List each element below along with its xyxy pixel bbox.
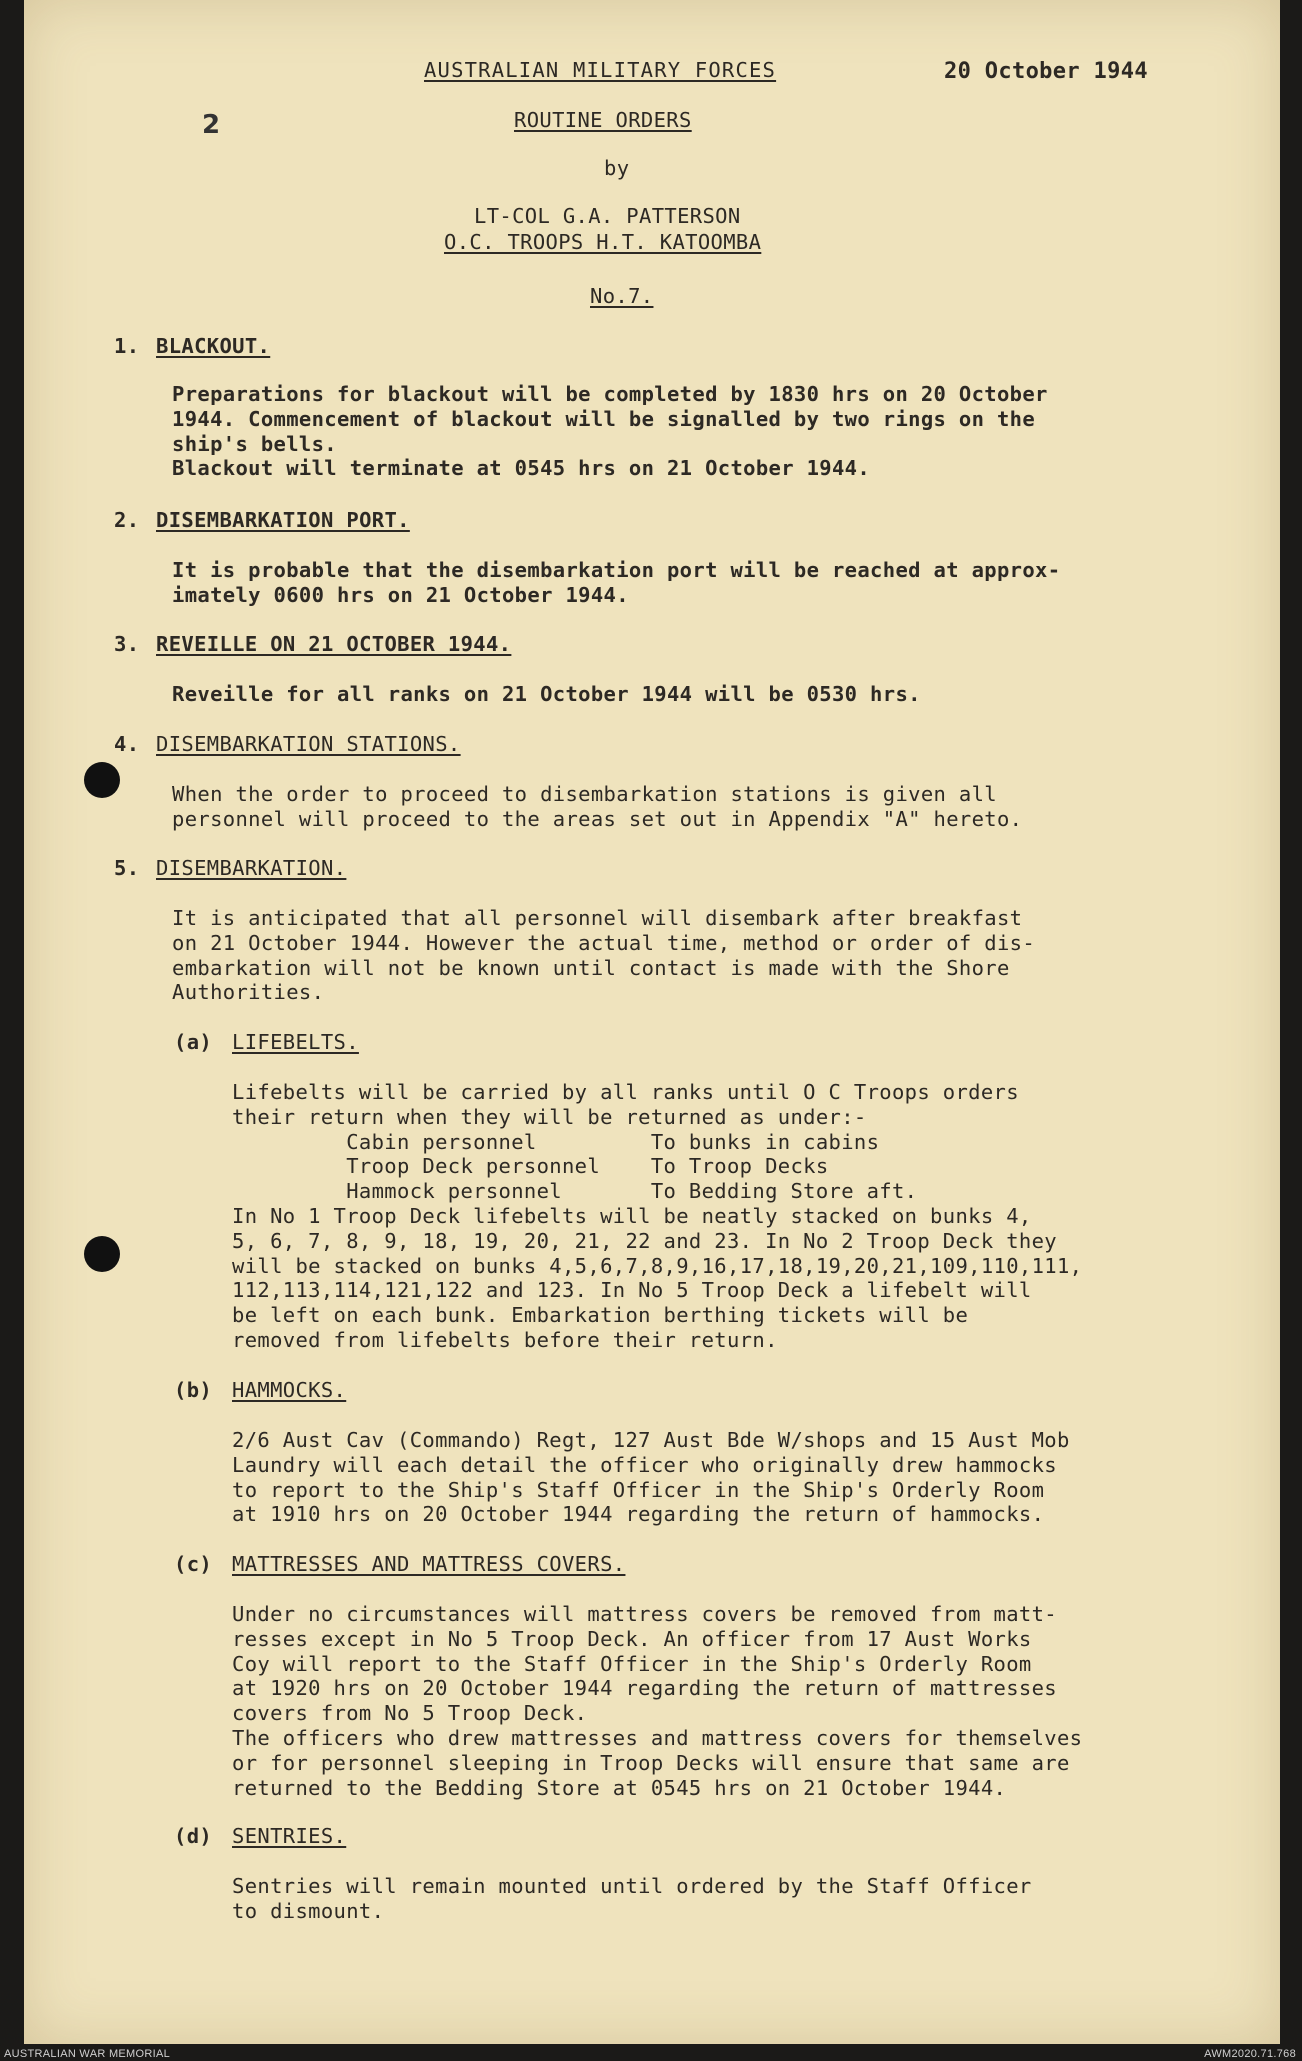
item-3-number: 3. [114,632,140,656]
item-5-body: It is anticipated that all personnel will disembark after breakfast on 21 October 1944. However the actual time, method or order of dis- embarkation will not be known until contact is made with the Shore Authorities. [172,906,1036,1005]
item-1-body: Preparations for blackout will be completed by 1830 hrs on 20 October 1944. Commencement of blackout will be signalled by two rings on the ship's bells. Blackout will terminate at 0545 hrs on 21 October 1944. [172,382,1048,481]
item-5-heading: DISEMBARKATION. [156,856,347,880]
item-2-number: 2. [114,508,140,532]
item-4-heading: DISEMBARKATION STATIONS. [156,732,461,756]
item-2-heading: DISEMBARKATION PORT. [156,508,410,532]
page-mark: 2 [202,110,221,140]
document-page [24,0,1280,2044]
item-4-number: 4. [114,732,140,756]
punch-hole-top [84,762,120,798]
item-1-number: 1. [114,334,140,358]
subitem-d-label: (d) [174,1824,213,1848]
header-by: by [604,156,630,180]
subitem-b-label: (b) [174,1378,213,1402]
subitem-c-label: (c) [174,1552,213,1576]
footer-accession-number: AWM2020.71.768 [1204,2048,1296,2060]
subitem-c-body: Under no circumstances will mattress covers be removed from matt- resses except in No 5 Troop Deck. An officer from 17 Aust Works Coy will report to the Staff Officer in the Ship's Orderly Room at 1920 hrs on 20 October 1944 regarding the return of mattresses covers from No 5 Troop Deck. The officers who drew mattresses and mattress covers for themselves or for personnel sleeping in Troop Decks will ensure that same are returned to the Bedding Store at 0545 hrs on 21 October 1944. [232,1602,1083,1800]
item-3-body: Reveille for all ranks on 21 October 1944 will be 0530 hrs. [172,682,921,706]
header-officer: LT-COL G.A. PATTERSON [474,204,741,228]
subitem-c-heading: MATTRESSES AND MATTRESS COVERS. [232,1552,626,1576]
item-4-body: When the order to proceed to disembarkation stations is given all personnel will proceed to the areas set out in Appendix "A" hereto. [172,782,1023,831]
item-5-number: 5. [114,856,140,880]
subitem-a-heading: LIFEBELTS. [232,1030,359,1054]
subitem-b-body: 2/6 Aust Cav (Commando) Regt, 127 Aust Bde W/shops and 15 Aust Mob Laundry will each detail the officer who originally drew hammocks to report to the Ship's Staff Officer in the Ship's Orderly Room at 1910 hrs on 20 October 1944 regarding the return of hammocks. [232,1428,1070,1527]
header-number: No.7. [590,284,654,308]
header-title: ROUTINE ORDERS [514,108,692,132]
subitem-d-body: Sentries will remain mounted until ordered by the Staff Officer to dismount. [232,1874,1032,1923]
subitem-b-heading: HAMMOCKS. [232,1378,347,1402]
item-2-body: It is probable that the disembarkation port will be reached at approx- imately 0600 hrs on 21 October 1944. [172,558,1061,607]
subitem-d-heading: SENTRIES. [232,1824,347,1848]
item-3-heading: REVEILLE ON 21 OCTOBER 1944. [156,632,512,656]
subitem-a-body: Lifebelts will be carried by all ranks until O C Troops orders their return when they will be returned as under:- Cabin personnel To bunks in cabins Troop Deck personnel To Troop Decks Hammock personnel To Bedding Store aft. In No 1 Troop Deck lifebelts will be neatly stacked on bunks 4, 5, 6, 7, 8, 9, 18, 19, 20, 21, 22 and 23. In No 2 Troop Deck they will be stacked on bunks 4,5,6,7,8,9,16,17,18,19,20,21,109,110,111, 112,113,114,121,122 and 123. In No 5 Troop Deck a lifebelt will be left on each bunk. Embarkation berthing tickets will be removed from lifebelts before their return. [232,1080,1083,1352]
punch-hole-bottom [84,1236,120,1272]
footer-archive-name: AUSTRALIAN WAR MEMORIAL [4,2048,171,2060]
header-unit: O.C. TROOPS H.T. KATOOMBA [444,230,762,254]
header-date: 20 October 1944 [944,59,1148,84]
header-org: AUSTRALIAN MILITARY FORCES [424,58,777,82]
subitem-a-label: (a) [174,1030,213,1054]
item-1-heading: BLACKOUT. [156,334,271,358]
